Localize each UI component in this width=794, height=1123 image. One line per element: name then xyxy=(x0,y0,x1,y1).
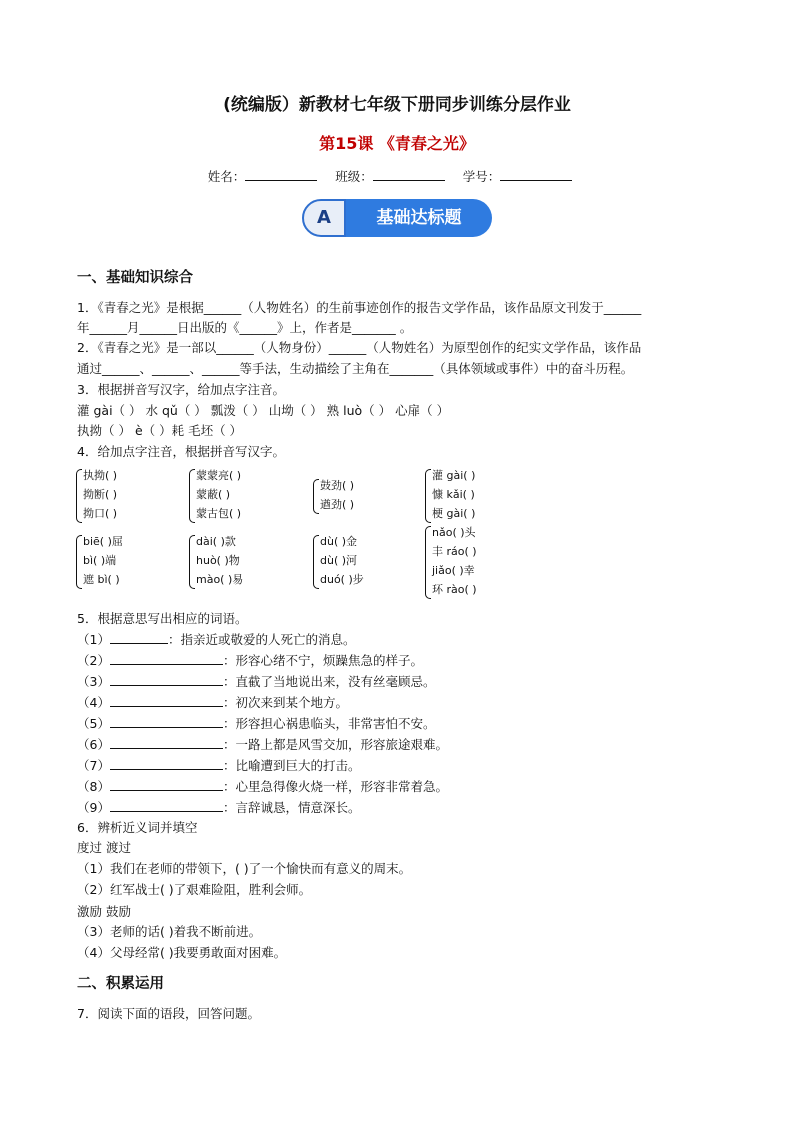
q4-item: nǎo( )头 xyxy=(432,526,476,539)
q4-group-7 xyxy=(320,532,364,589)
answer-blank[interactable] xyxy=(110,632,168,644)
q5-definition: ：心里急得像火烧一样，形容非常着急。 xyxy=(222,779,448,794)
answer-blank[interactable] xyxy=(110,758,223,770)
q5-item-4 xyxy=(77,693,348,711)
q5-num: （9） xyxy=(77,800,110,815)
q4-group-1 xyxy=(83,466,117,523)
q4-group-2 xyxy=(196,466,241,523)
q5-num: （1） xyxy=(77,632,110,647)
q6-word-pair-2: 激励 鼓励 xyxy=(77,904,131,919)
q5-num: （4） xyxy=(77,695,110,710)
q4-item: 梗 gài( ) xyxy=(432,507,476,520)
q4-item: 蒙蒙亮( ) xyxy=(196,469,242,482)
answer-blank[interactable] xyxy=(110,653,223,665)
q5-item-9 xyxy=(77,798,360,816)
q5-num: （2） xyxy=(77,653,110,668)
q5-definition: ：一路上都是风雪交加，形容旅途艰难。 xyxy=(222,737,448,752)
q1-line2: 年______月______日出版的《______》上，作者是_______ 。 xyxy=(77,320,413,335)
q5-item-6 xyxy=(77,735,448,753)
q6-sentence-1: （1）我们在老师的带领下，( )了一个愉快而有意义的周末。 xyxy=(77,861,412,876)
q4-group-4 xyxy=(432,466,475,523)
section-heading-1: 一、基础知识综合 xyxy=(77,270,193,286)
answer-blank[interactable] xyxy=(110,779,223,791)
q5-item-1 xyxy=(77,630,355,648)
q4-item: dù( )河 xyxy=(320,554,358,567)
class-field[interactable] xyxy=(373,168,445,181)
q4-group-8 xyxy=(432,523,477,599)
q5-item-5 xyxy=(77,714,435,732)
name-label: 姓名： xyxy=(207,169,246,184)
q6-sentence-4: （4）父母经常( )我要勇敢面对困难。 xyxy=(77,945,287,960)
id-label: 学号： xyxy=(462,169,501,184)
q6-stem: 6．辨析近义词并填空 xyxy=(77,820,198,835)
q5-item-2 xyxy=(77,651,423,669)
q4-item: 丰 ráo( ) xyxy=(432,545,477,558)
q5-num: （3） xyxy=(77,674,110,689)
q6-sentence-2: （2）红军战士( )了艰难险阻，胜利会师。 xyxy=(77,882,312,897)
answer-blank[interactable] xyxy=(110,737,223,749)
q2-line2: 通过______、______、______等手法，生动描绘了主角在_______（具体领域或事件）中的奋斗历程。 xyxy=(77,361,634,376)
q6-sentence-3: （3）老师的话( )着我不断前进。 xyxy=(77,924,262,939)
student-info xyxy=(0,167,794,185)
q5-definition: ：指亲近或敬爱的人死亡的消息。 xyxy=(167,632,356,647)
q4-item: bì( )端 xyxy=(83,554,117,567)
document-title: (统编版）新教材七年级下册同步训练分层作业 xyxy=(223,95,571,115)
q5-num: （8） xyxy=(77,779,110,794)
q4-item: 遮 bì( ) xyxy=(83,573,120,586)
q4-item: biē( )屈 xyxy=(83,535,123,548)
q5-definition: ：初次来到某个地方。 xyxy=(222,695,348,710)
q5-num: （5） xyxy=(77,716,110,731)
q5-item-3 xyxy=(77,672,435,690)
q1-line1: 1．《青春之光》是根据______（人物姓名）的生前事迹创作的报告文学作品，该作品原文刊发于______ xyxy=(77,300,642,315)
q4-group-6 xyxy=(196,532,243,589)
level-label: 基础达标题 xyxy=(346,199,492,237)
q6-word-pair-1: 度过 渡过 xyxy=(77,840,131,855)
q4-item: 蒙蔽( ) xyxy=(196,488,231,501)
q4-item: 环 rào( ) xyxy=(432,583,477,596)
q3-line1: 灌 gài（ ） 水 qǔ（ ） 瓢泼（ ） 山坳（ ） 熟 luò（ ） 心扉（ ） xyxy=(77,403,450,418)
q4-group-5 xyxy=(83,532,123,589)
q4-item: 拗口( ) xyxy=(83,507,118,520)
class-label: 班级： xyxy=(335,169,373,184)
q4-item: 蒙古包( ) xyxy=(196,507,242,520)
q5-definition: ：直截了当地说出来，没有丝毫顾忌。 xyxy=(222,674,436,689)
q4-item: dài( )款 xyxy=(196,535,236,548)
q4-item: 灌 gài( ) xyxy=(432,469,476,482)
q2-line1: 2．《青春之光》是一部以______（人物身份）______（人物姓名）为原型创作的纪实文学作品，该作品 xyxy=(77,340,642,355)
q4-item: 执拗( ) xyxy=(83,469,118,482)
q5-definition: ：言辞诚恳，情意深长。 xyxy=(222,800,361,815)
q5-num: （7） xyxy=(77,758,110,773)
q4-item: 拗断( ) xyxy=(83,488,118,501)
q4-item: dù( )金 xyxy=(320,535,358,548)
answer-blank[interactable] xyxy=(110,695,223,707)
answer-blank[interactable] xyxy=(110,800,223,812)
answer-blank[interactable] xyxy=(110,674,223,686)
q5-definition: ：比喻遭到巨大的打击。 xyxy=(222,758,361,773)
q3-stem: 3．根据拼音写汉字，给加点字注音。 xyxy=(77,382,285,397)
q4-item: huò( )物 xyxy=(196,554,240,567)
answer-blank[interactable] xyxy=(110,716,223,728)
q4-item: duó( )步 xyxy=(320,573,364,586)
q4-stem: 4．给加点字注音，根据拼音写汉字。 xyxy=(77,444,285,459)
name-field[interactable] xyxy=(245,168,317,181)
q5-num: （6） xyxy=(77,737,110,752)
section-heading-2: 二、积累运用 xyxy=(77,976,164,992)
lesson-title: 第15课 《青春之光》 xyxy=(319,134,475,153)
q4-item: 慷 kǎi( ) xyxy=(432,488,475,501)
level-badge xyxy=(302,199,492,237)
q3-line2: 执拗（ ） è（ ）耗 毛坯（ ） xyxy=(77,423,243,438)
id-field[interactable] xyxy=(500,168,572,181)
q4-group-3 xyxy=(320,476,354,514)
q4-item: jiǎo( )幸 xyxy=(432,564,475,577)
q4-item: mào( )易 xyxy=(196,573,244,586)
q7-stem: 7．阅读下面的语段，回答问题。 xyxy=(77,1006,260,1021)
q5-definition: ：形容担心祸患临头，非常害怕不安。 xyxy=(222,716,436,731)
q5-stem: 5．根据意思写出相应的词语。 xyxy=(77,611,248,626)
q4-item: 遒劲( ) xyxy=(320,498,355,511)
q5-item-8 xyxy=(77,777,448,795)
level-letter: A xyxy=(302,199,346,237)
q5-item-7 xyxy=(77,756,360,774)
q4-item: 鼓劲( ) xyxy=(320,479,355,492)
q5-definition: ：形容心绪不宁，烦躁焦急的样子。 xyxy=(222,653,423,668)
